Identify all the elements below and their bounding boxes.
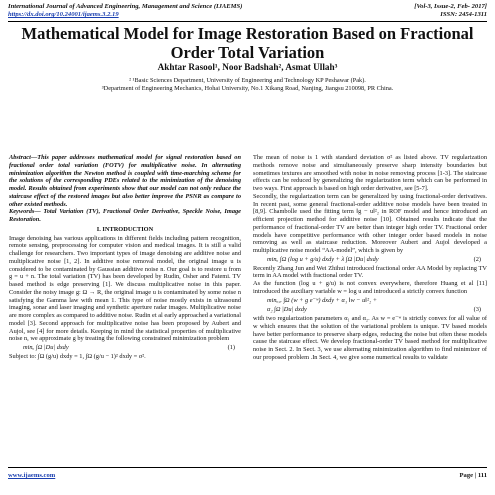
equation-2-body: minᵤ ∫Ω (log u + g/u) dxdy + λ ∫Ω |Du| dxdy [267,255,379,263]
abstract: Abstract—This paper addresses mathematical model for signal restoration based on fractional order total variation (FOTV) for multiplicative noise. In alternating minimization algorithm the Newton method is coupled with time-marching scheme for the solutions of the corresponding PDEs related to the minimization of the denoising model. Results obtained from experiments show that our model can not only reduce the staircase effect of the restored images but also better improve the PSNR as compare to other existed methods. [9,154,241,208]
journal-header [8,3,487,23]
page-number: Page | 111 [459,472,487,479]
affiliation-2: ³Department of Engineering Mechanics, Hohai University, No.1 Xikang Road, Nanjing, Jiangsu 210098, PR China. [101,85,394,92]
left-column [9,154,241,361]
journal-name: International Journal of Advanced Engineering, Management and Science (IJAEMS) [8,3,243,10]
constraint-line: Subject to: ∫Ω (g/u) dxdy = 1, ∫Ω (g/u − 1)² dxdy = σ². [9,352,146,360]
equation-1-body: minᵤ ∫Ω |Du| dxdy [23,344,69,351]
footer-rule [8,467,487,468]
section-heading: I. INTRODUCTION [96,225,154,233]
equation-2 [253,255,487,265]
paragraph-2: Secondly, the regularization term can be generalized by using fractional-order derivatives. In recent past, some general fractional-order additive noise models have been treated in [8,9]. Chambolle used the fitting term ‖g − u‖²₂ in ROF model and hence introduced an efficient projection method for additive noise [10]. Obtained results indicate that the performance of fractional-order TV are better than integer high order TV. Fractional order models have competitive performance with other integer order based models in noise removing as well as staircase reduction. Moreover Aubert and Aujol developed a multiplicative noise model “AA-model”, which is given by [253,192,487,254]
author-list: Akhtar Rasool¹, Noor Badshah², Asmat Ullah³ [157,62,338,72]
intro-paragraph: Image denoising has various applications in different fields including pattern recognition, remote sensing, preprocessing for computer vision and medical images. It is still a valid challenge for researchers. Two important types of image denoising are additive noise and multiplicative noise [1, 2]. In additive noise removal model, the original image u is considered to be contaminated by Gaussian additive noise n. Our goal is to restore u from g = u + n. The total variation (TV) has been developed by Rudin, Osher and Fatemi. TV based method is edge preserving [1]. We discuss multiplicative noise in this paper. Consider the noisy image g: Ω → R, the original image u is contaminated by some noise n satisfying the Gamma law with mean 1. This type of noise mostly exists in ultrasound imaging, sonar and laser imaging and synthetic aperture radar images. Multiplicative noise are more complex as compared to additive noise. Rudin et al early approached a variational model [3]. Second approach for multiplicative noise has been proposed by Aubert and Aujol, see [4] for more details. Keeping in mind the statistical properties of multiplicative noise n, we approximate g by treating the following constrained minimization problem [9,234,241,343]
paragraph-4: As the function (log u + g/u) is not convex everywhere, therefore Huang et al [11] introduced the auxiliary variable w = log u and introduced a strictly convex function [253,280,487,295]
paragraph-3: Recently Zhang Jun and Wei Zhihui introduced fractional order AA Model by replacing TV term in AA model with fractional order TV. [253,264,487,280]
equation-3a [253,296,487,306]
volume-info: [Vol-3, Issue-2, Feb- 2017] [414,3,487,10]
paragraph-5: with two regularization parameters α₁ and α₂. As w = e⁻ʷ is strictly convex for all value of w which ensures that the solution of the variational problem is unique. TV based models have better performance to preserve sharp edges, reducing the noise but often these models cause the staircase effect. We develop fractional-order TV based method for multiplicative noise in Sect. 2. In Sect. 3, we use alternating minimization algorithm to find minimizer of our proposed problem .In Sect. 4, we give some numerical results to validate [253,315,487,361]
equation-3-number: (3) [473,306,481,314]
paper-title: Mathematical Model for Image Restoration Based on Fractional Order Total Variation [21,24,474,62]
keywords: Keywords— Total Variation (TV), Fractional Order Derivative, Speckle Noise, Image Restoration. [9,208,241,223]
equation-3b-body: α₂ ∫Ω |Du| dxdy [267,306,307,314]
doi-link[interactable]: https://dx.doi.org/10.24001/ijaems.3.2.19 [8,11,119,18]
header-rule [8,21,487,22]
page-footer [8,469,487,485]
equation-2-number: (2) [473,255,481,263]
equation-1 [9,343,241,353]
journal-url[interactable]: www.ijaems.com [8,472,56,479]
affiliation-1: ² ¹Basic Sciences Department, University of Engineering and Technology KP Peshawar (Pak). [129,77,366,84]
issn: ISSN: 2454-1311 [440,11,487,18]
equation-3b [253,305,487,315]
equation-3a-body: minᵤ,ᵥ ∫Ω (w + g e⁻ʷ) dxdy + α₁ ‖w − u‖²₂ + [267,296,378,304]
right-column [253,154,487,362]
equation-1-number: (1) [227,344,235,351]
paragraph-1: The mean of noise is 1 with standard deviation σ² as listed above. TV regularization methods remove noise and simultaneously preserve sharp intensity boundaries but sometimes textures are smoothed with noise in noise removing process [1-3]. The staircase effects can be reduced by generalizing the regularization term which can be performed in two ways. First approach is based on high order derivative, see [5-7]. [253,154,487,192]
